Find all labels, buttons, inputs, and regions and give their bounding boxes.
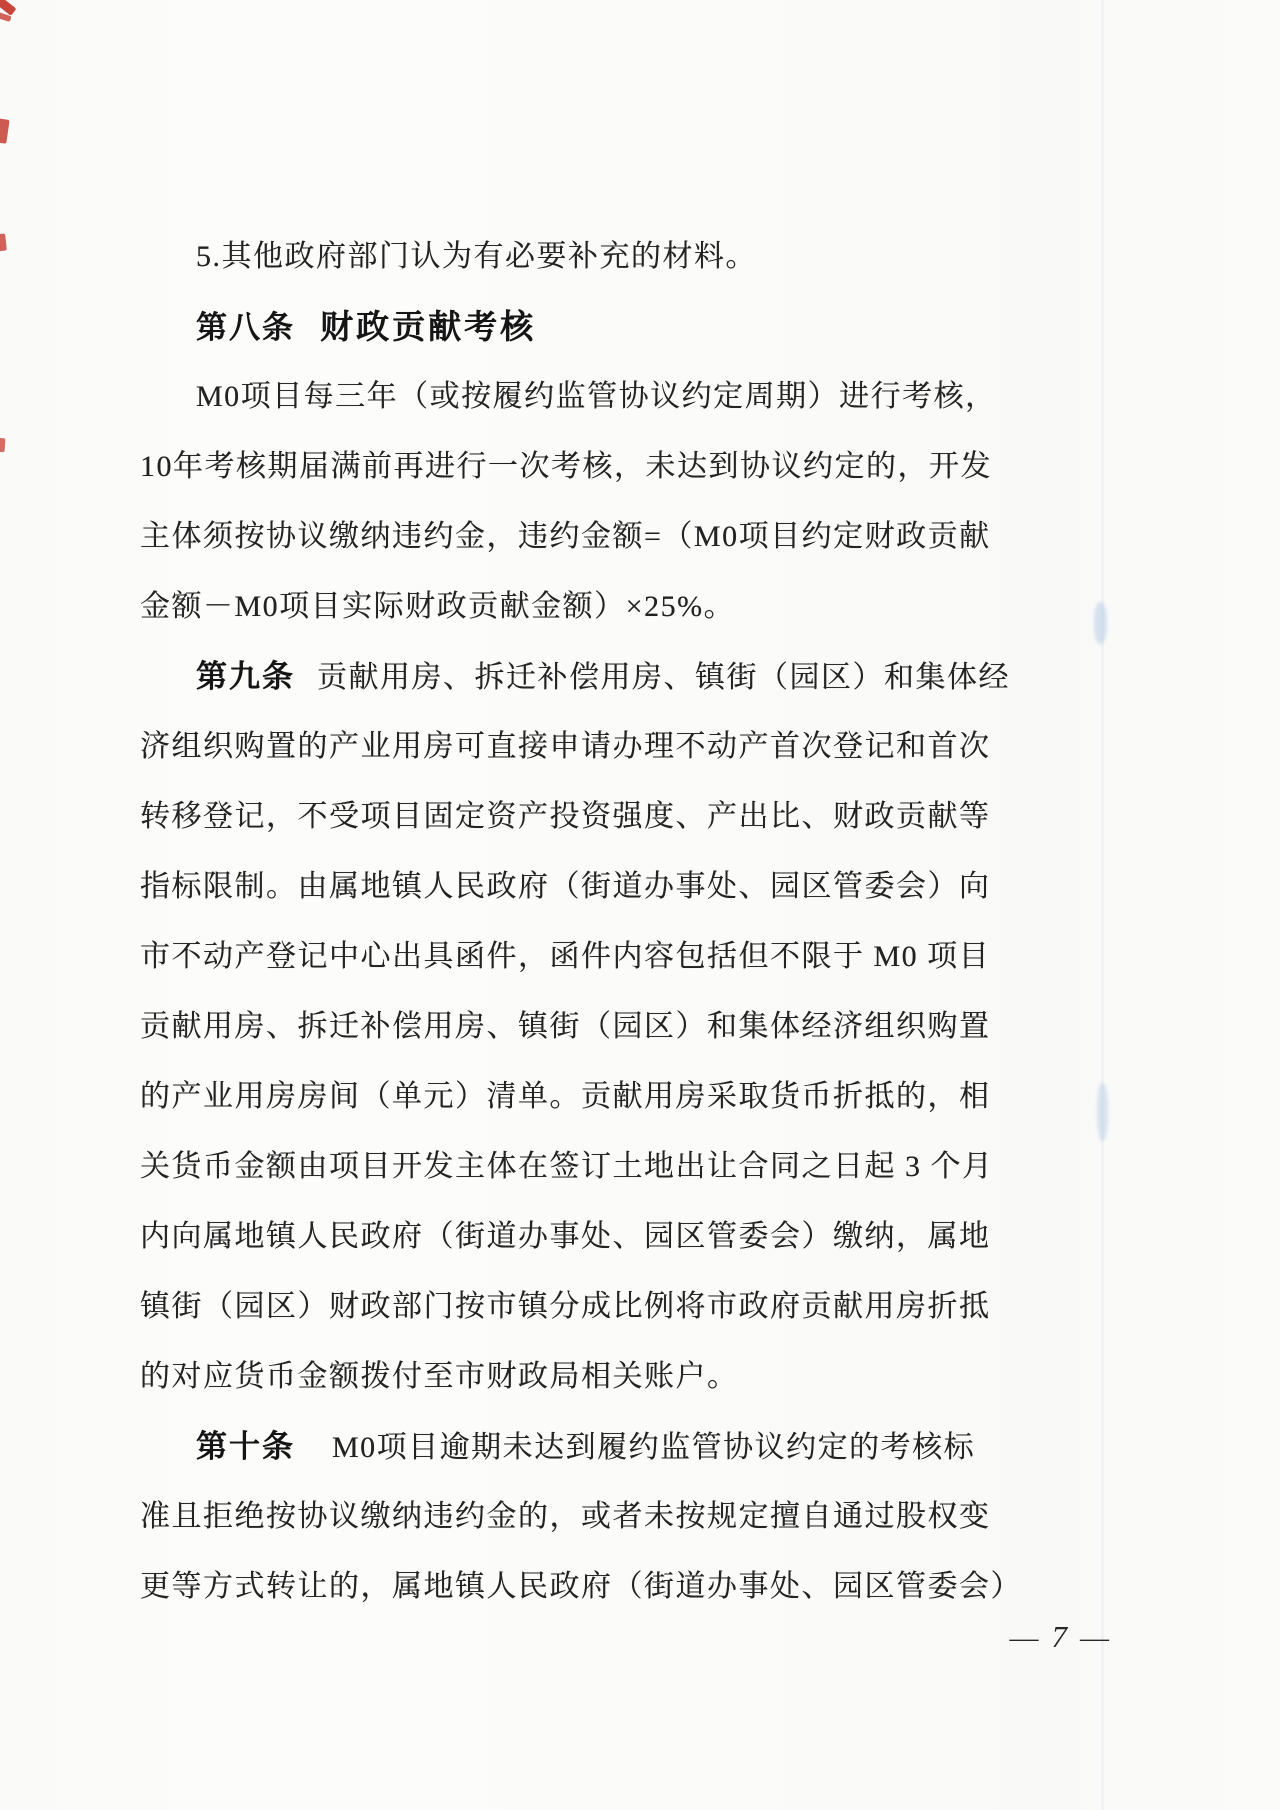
document-line-text: 镇街（园区）财政部门按市镇分成比例将市政府贡献用房折抵: [140, 1290, 991, 1323]
list-item-5-materials: [140, 222, 1040, 292]
document-line: [140, 852, 1040, 922]
scan-red-mark-icon: [0, 438, 5, 453]
article-9-number: 第九条: [196, 659, 295, 694]
document-line: [140, 922, 1040, 992]
page-number: [1010, 1612, 1111, 1662]
document-line-text: 贡献用房、拆迁补偿用房、镇街（园区）和集体经: [317, 661, 1010, 694]
document-line: [140, 1132, 1040, 1202]
document-line: [140, 1482, 1040, 1552]
document-line-text: 关货币金额由项目开发主体在签订土地出让合同之日起 3 个月: [140, 1150, 994, 1183]
page-number-dash: —: [1009, 1622, 1040, 1654]
page-number-value: 7: [1051, 1619, 1068, 1654]
document-line-text: 金额－M0项目实际财政贡献金额）×25%。: [140, 590, 736, 623]
document-line-text: 更等方式转让的，属地镇人民政府（街道办事处、园区管委会）: [140, 1570, 1022, 1603]
document-line-text: 5.其他政府部门认为有必要补充的材料。: [196, 240, 757, 273]
document-line: [140, 362, 1040, 432]
document-line-text: 济组织购置的产业用房可直接申请办理不动产首次登记和首次: [140, 730, 991, 763]
document-line: [140, 432, 1040, 502]
scan-red-mark-icon: [0, 118, 10, 144]
article-10-first-line: [140, 1412, 1040, 1482]
document-line: [140, 992, 1040, 1062]
document-line: [140, 1062, 1040, 1132]
document-line-text: 转移登记，不受项目固定资产投资强度、产出比、财政贡献等: [140, 800, 991, 833]
document-line: [140, 1272, 1040, 1342]
document-line-text: 指标限制。由属地镇人民政府（街道办事处、园区管委会）向: [140, 870, 991, 903]
document-line-text: 内向属地镇人民政府（街道办事处、园区管委会）缴纳，属地: [140, 1220, 991, 1253]
document-line: [140, 1552, 1040, 1622]
document-line-text: 市不动产登记中心出具函件，函件内容包括但不限于 M0 项目: [140, 940, 991, 973]
document-line-text: 贡献用房、拆迁补偿用房、镇街（园区）和集体经济组织购置: [140, 1010, 991, 1043]
document-line-text: M0项目逾期未达到履约监管协议约定的考核标: [332, 1431, 976, 1464]
page-number-dash: —: [1080, 1622, 1110, 1654]
document-body: [140, 222, 1040, 1622]
article-9-first-line: [140, 642, 1040, 712]
document-line-text: 准且拒绝按协议缴纳违约金的，或者未按规定擅自通过股权变: [140, 1500, 991, 1533]
article-10-number: 第十条: [196, 1429, 295, 1464]
document-line: [140, 1342, 1040, 1412]
document-line-text: 10年考核期届满前再进行一次考核，未达到协议约定的，开发: [140, 450, 992, 483]
document-line-text: 的产业用房房间（单元）清单。贡献用房采取货币折抵的，相: [140, 1080, 991, 1113]
document-line-text: 的对应货币金额拨付至市财政局相关账户。: [140, 1360, 739, 1393]
article-8-heading: [140, 292, 1040, 362]
document-line: [140, 572, 1040, 642]
scan-red-mark-icon: [0, 233, 7, 251]
article-8-number: 第八条: [196, 310, 295, 345]
document-line: [140, 1202, 1040, 1272]
scan-blue-band: [1101, 0, 1104, 1810]
document-line-text: M0项目每三年（或按履约监管协议约定周期）进行考核，: [196, 380, 997, 413]
scan-blue-smudge-icon: [1097, 1083, 1108, 1141]
document-line-text: 主体须按协议缴纳违约金，违约金额=（M0项目约定财政贡献: [140, 520, 991, 553]
document-line: [140, 782, 1040, 852]
document-line: [140, 502, 1040, 572]
document-line: [140, 712, 1040, 782]
scan-blue-smudge-icon: [1094, 602, 1107, 644]
article-8-title: 财政贡献考核: [320, 308, 537, 345]
